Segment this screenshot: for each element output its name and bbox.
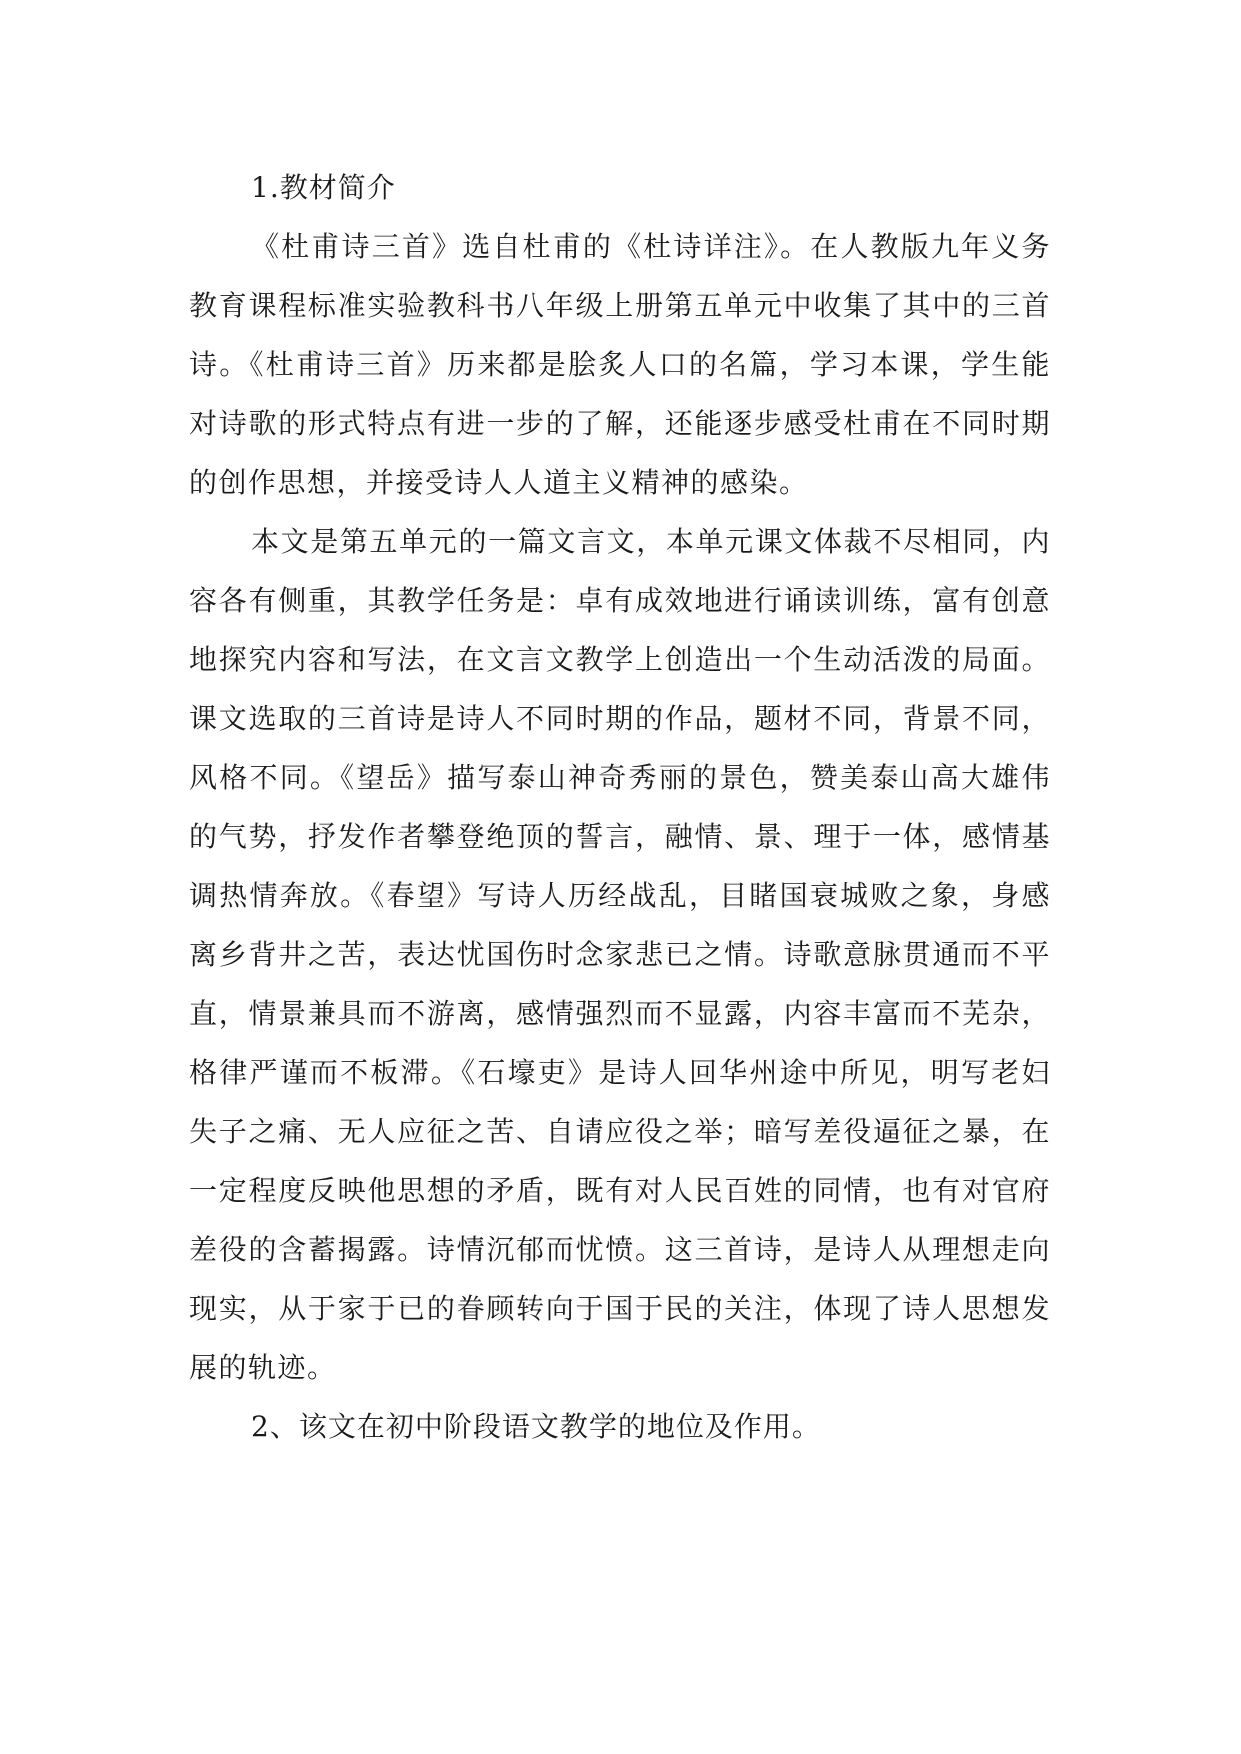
- section-heading-teaching-role: 2、该文在初中阶段语文教学的地位及作用。: [251, 1410, 821, 1443]
- paragraph-unit-analysis: 本文是第五单元的一篇文言文，本单元课文体裁不尽相同，内容各有侧重，其教学任务是：卓有成效地进行诵读训练，富有创意地探究内容和写法，在文言文教学上创造出一个生动活泼的局面。课文选取的三首诗是诗人不同时期的作品，题材不同，背景不同，风格不同。《望岳》描写泰山神奇秀丽的景色，赞美泰山高大雄伟的气势，抒发作者攀登绝顶的誓言，融情、景、理于一体，感情基调热情奔放。《春望》写诗人历经战乱，目睹国衰城败之象，身感离乡背井之苦，表达忧国伤时念家悲已之情。诗歌意脉贯通而不平直，情景兼具而不游离，感情强烈而不显露，内容丰富而不芜杂，格律严谨而不板滞。《石壕吏》是诗人回华州途中所见，明写老妇失子之痛、无人应征之苦、自请应役之举；暗写差役逼征之暴，在一定程度反映他思想的矛盾，既有对人民百姓的同情，也有对官府差役的含蓄揭露。诗情沉郁而忧愤。这三首诗，是诗人从理想走向现实，从于家于已的眷顾转向于国于民的关注，体现了诗人思想发展的轨迹。: [189, 525, 1051, 1384]
- section-heading-textbook-intro: 1.教材简介: [251, 171, 396, 204]
- paragraph-textbook-source: 《杜甫诗三首》选自杜甫的《杜诗详注》。在人教版九年义务教育课程标准实验教科书八年级上册第五单元中收集了其中的三首诗。《杜甫诗三首》历来都是脍炙人口的名篇，学习本课，学生能对诗歌的形式特点有进一步的了解，还能逐步感受杜甫在不同时期的创作思想，并接受诗人人道主义精神的感染。: [189, 230, 1051, 499]
- document-body: [189, 158, 1051, 1456]
